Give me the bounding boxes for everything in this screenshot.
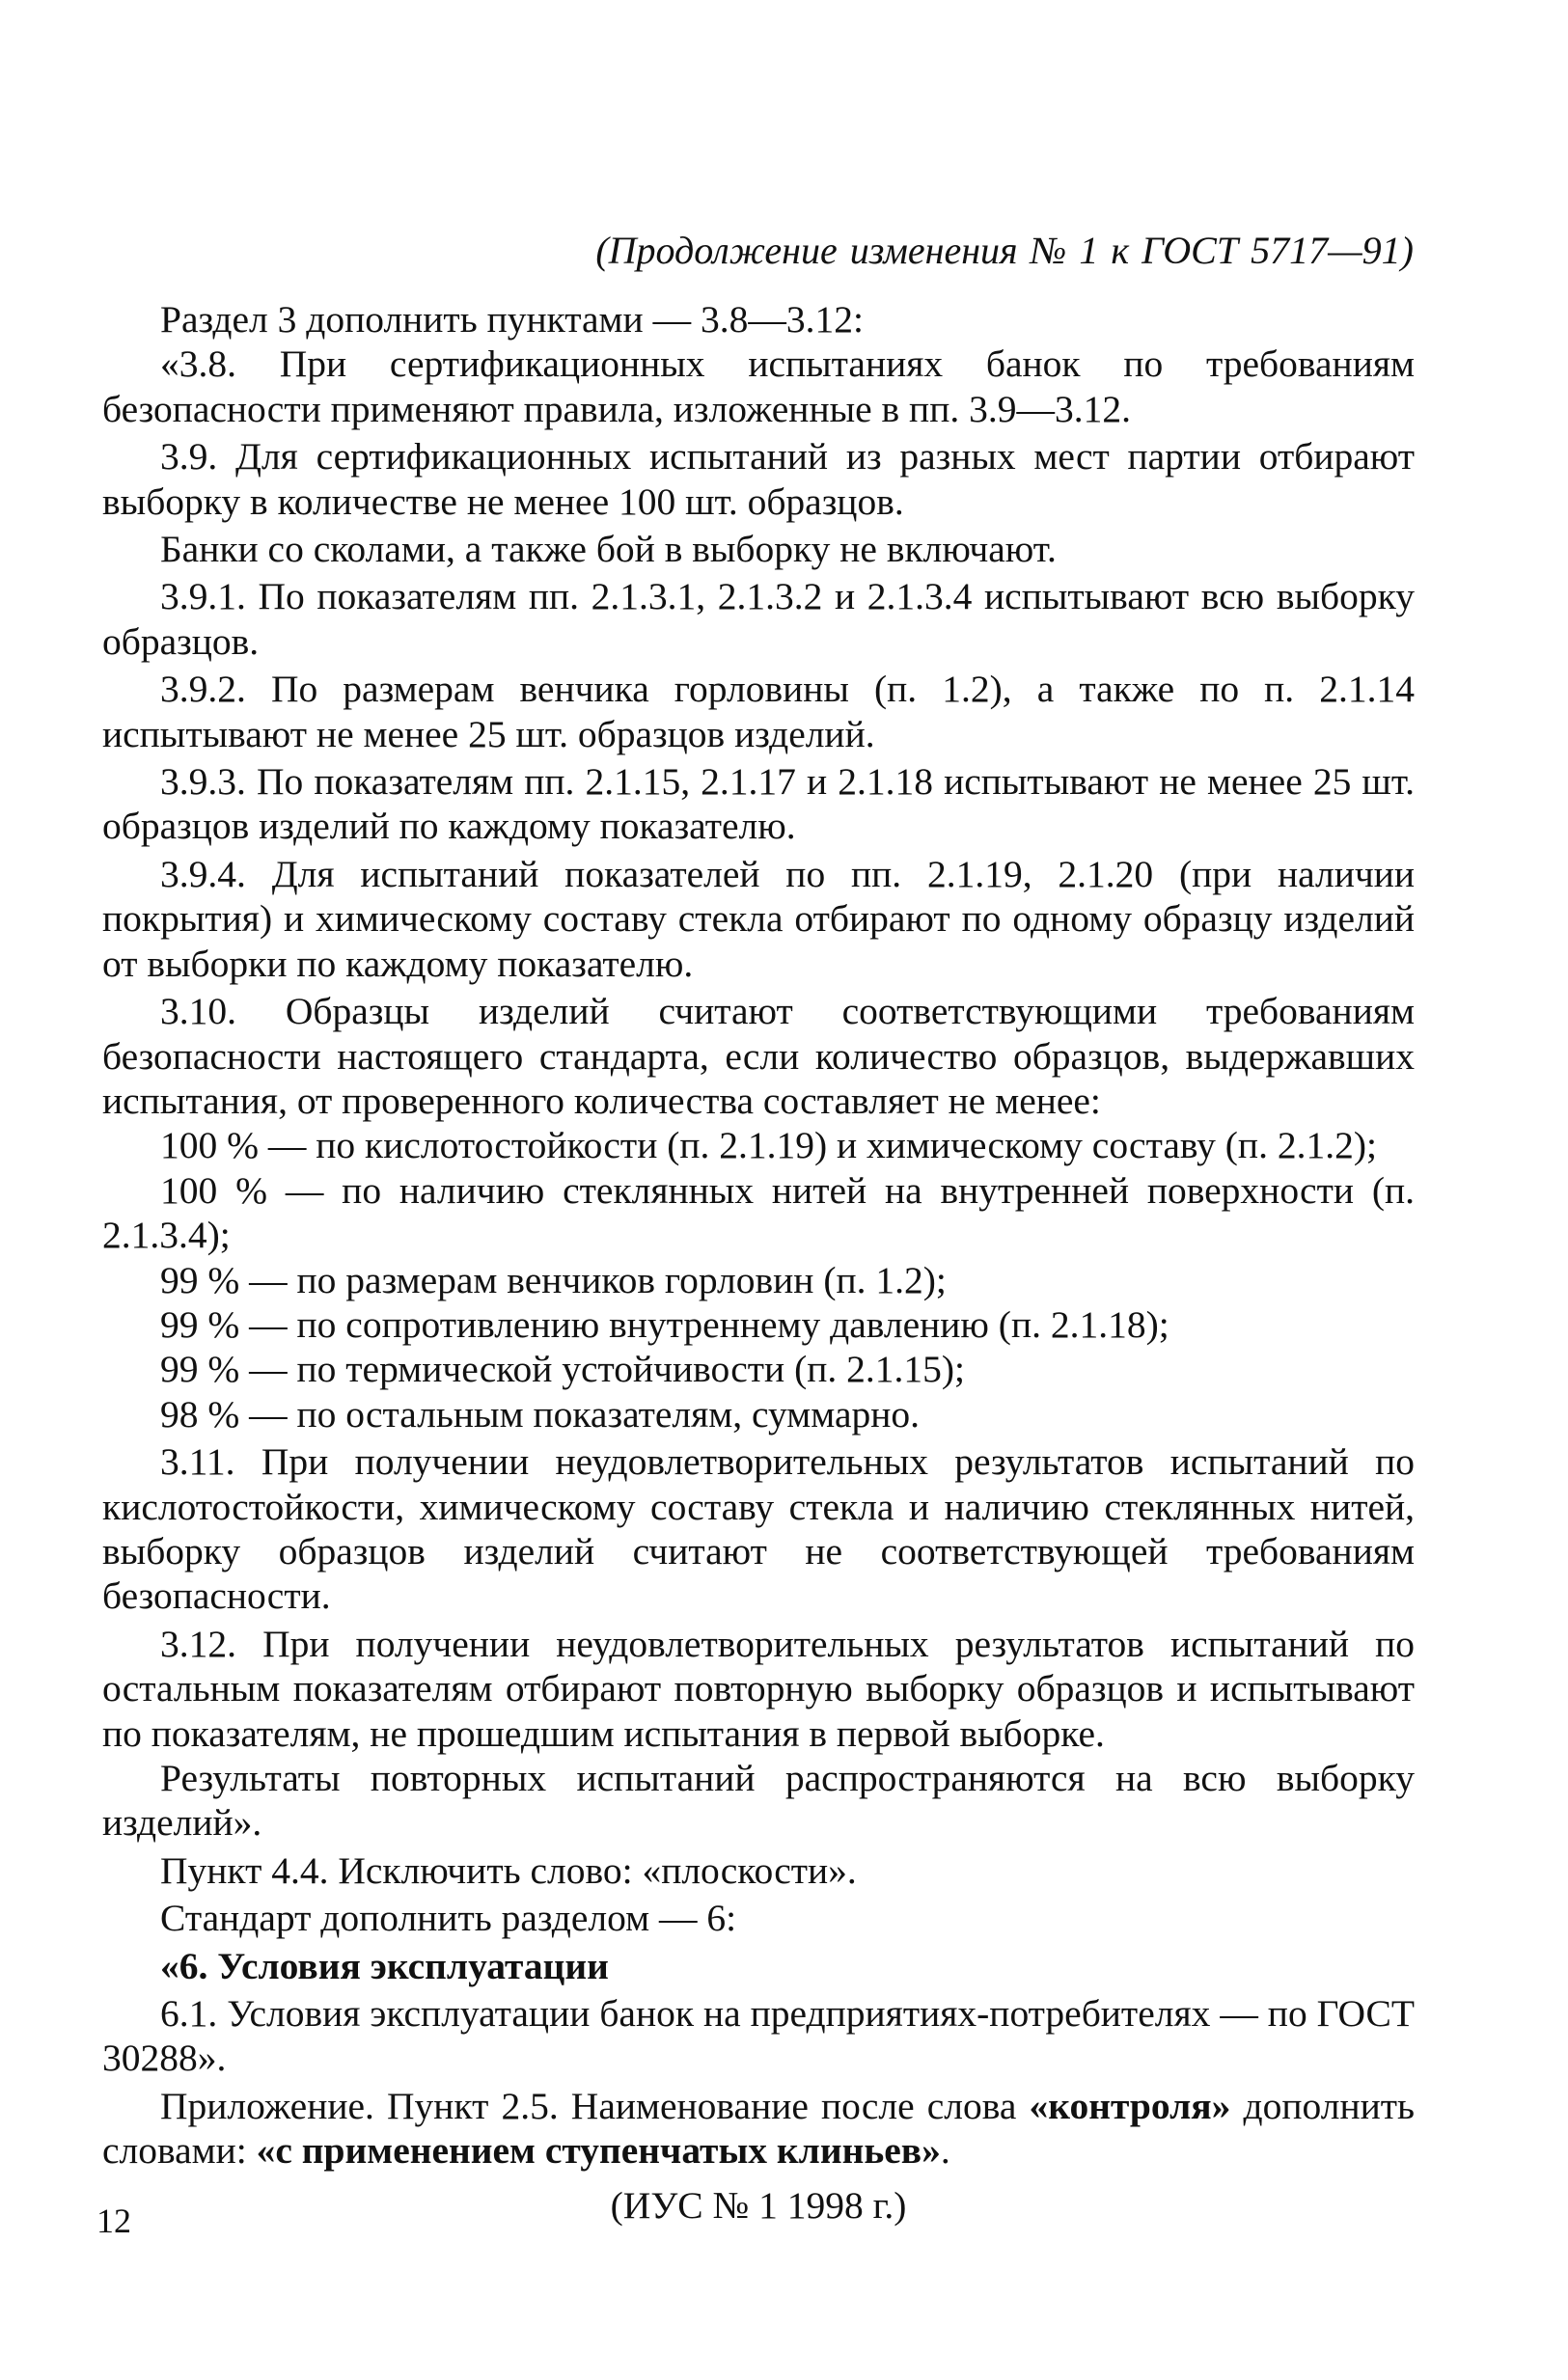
appendix-lead-text: Приложение. Пункт 2.5. Наименование после слова xyxy=(160,2084,1030,2127)
source-reference: (ИУС № 1 1998 г.) xyxy=(610,2183,907,2227)
list-item-glass-threads: 100 % — по наличию стеклянных нитей на внутренней поверхности (п. 2.1.3.4); xyxy=(102,1168,1415,1257)
paragraph-repeat-results: Результаты повторных испытаний распространяются на всю выборку изделий». xyxy=(102,1757,1415,1845)
page-number: 12 xyxy=(96,2202,131,2240)
paragraph-chipped-cans: Банки со сколами, а также бой в выборку не включают. xyxy=(160,528,1057,571)
paragraph-section-3-intro: Раздел 3 дополнить пунктами — 3.8—3.12: xyxy=(160,298,864,341)
section-6-heading: «6. Условия эксплуатации xyxy=(160,1944,609,1987)
appendix-mid-text: дополнить словами: xyxy=(102,2084,1415,2173)
paragraph-3-9-2: 3.9.2. По размерам венчика горловины (п. 1.2), а также по п. 2.1.14 испытывают не менее 25 шт. образцов изделий. xyxy=(102,668,1415,755)
paragraph-3-11: 3.11. При получении неудовлетворительных результатов испытаний по кислотостойкости, химическому составу стекла и наличию стеклянных нитей, выборку образцов изделий считают не соответствующей требованиям безопасности. xyxy=(102,1440,1415,1618)
paragraph-item-4-4: Пункт 4.4. Исключить слово: «плоскости». xyxy=(160,1848,857,1892)
paragraph-add-section-6: Стандарт дополнить разделом — 6: xyxy=(160,1897,737,1940)
appendix-bold-word: «контроля» xyxy=(1029,2084,1231,2127)
appendix-bold-phrase: «с применением ступенчатых клиньев» xyxy=(256,2129,941,2173)
paragraph-6-1: 6.1. Условия эксплуатации банок на предприятиях-потребителях — по ГОСТ 30288». xyxy=(102,1992,1415,2080)
paragraph-3-9-1: 3.9.1. По показателям пп. 2.1.3.1, 2.1.3.2 и 2.1.3.4 испытывают всю выборку образцов. xyxy=(102,575,1415,663)
document-body xyxy=(102,297,1415,2228)
continuation-header: (Продолжение изменения № 1 к ГОСТ 5717—91) xyxy=(595,229,1414,272)
list-item-thermal-stability: 99 % — по термической устойчивости (п. 2.1.15); xyxy=(160,1348,965,1391)
paragraph-3-9-4: 3.9.4. Для испытаний показателей по пп. 2.1.19, 2.1.20 (при наличии покрытия) и химическому составу стекла отбирают по одному образцу изделий от выборки по каждому показателю. xyxy=(102,852,1415,985)
list-item-other-indicators: 98 % — по остальным показателям, суммарно. xyxy=(160,1392,921,1436)
list-item-acid-resistance: 100 % — по кислотостойкости (п. 2.1.19) и химическому составу (п. 2.1.2); xyxy=(160,1124,1377,1167)
paragraph-3-9-3: 3.9.3. По показателям пп. 2.1.15, 2.1.17 и 2.1.18 испытывают не менее 25 шт. образцов изделий по каждому показателю. xyxy=(102,760,1415,848)
appendix-end-text: . xyxy=(940,2129,950,2173)
paragraph-3-10: 3.10. Образцы изделий считают соответствующими требованиям безопасности настоящего стандарта, если количество образцов, выдержавших испытания, от проверенного количества составляет не менее: xyxy=(102,990,1415,1122)
paragraph-appendix xyxy=(102,2084,1415,2174)
paragraph-3-8: «3.8. При сертификационных испытаниях банок по требованиям безопасности применяют правила, изложенные в пп. 3.9—3.12. xyxy=(102,342,1415,430)
paragraph-3-12: 3.12. При получении неудовлетворительных результатов испытаний по остальным показателям отбирают повторную выборку образцов и испытывают по показателям, не прошедшим испытания в первой выборке. xyxy=(102,1622,1415,1755)
list-item-neck-size: 99 % — по размерам венчиков горловин (п. 1.2); xyxy=(160,1258,947,1301)
list-item-internal-pressure: 99 % — по сопротивлению внутреннему давлению (п. 2.1.18); xyxy=(160,1302,1169,1346)
paragraph-3-9: 3.9. Для сертификационных испытаний из разных мест партии отбирают выборку в количестве не менее 100 шт. образцов. xyxy=(102,435,1415,523)
